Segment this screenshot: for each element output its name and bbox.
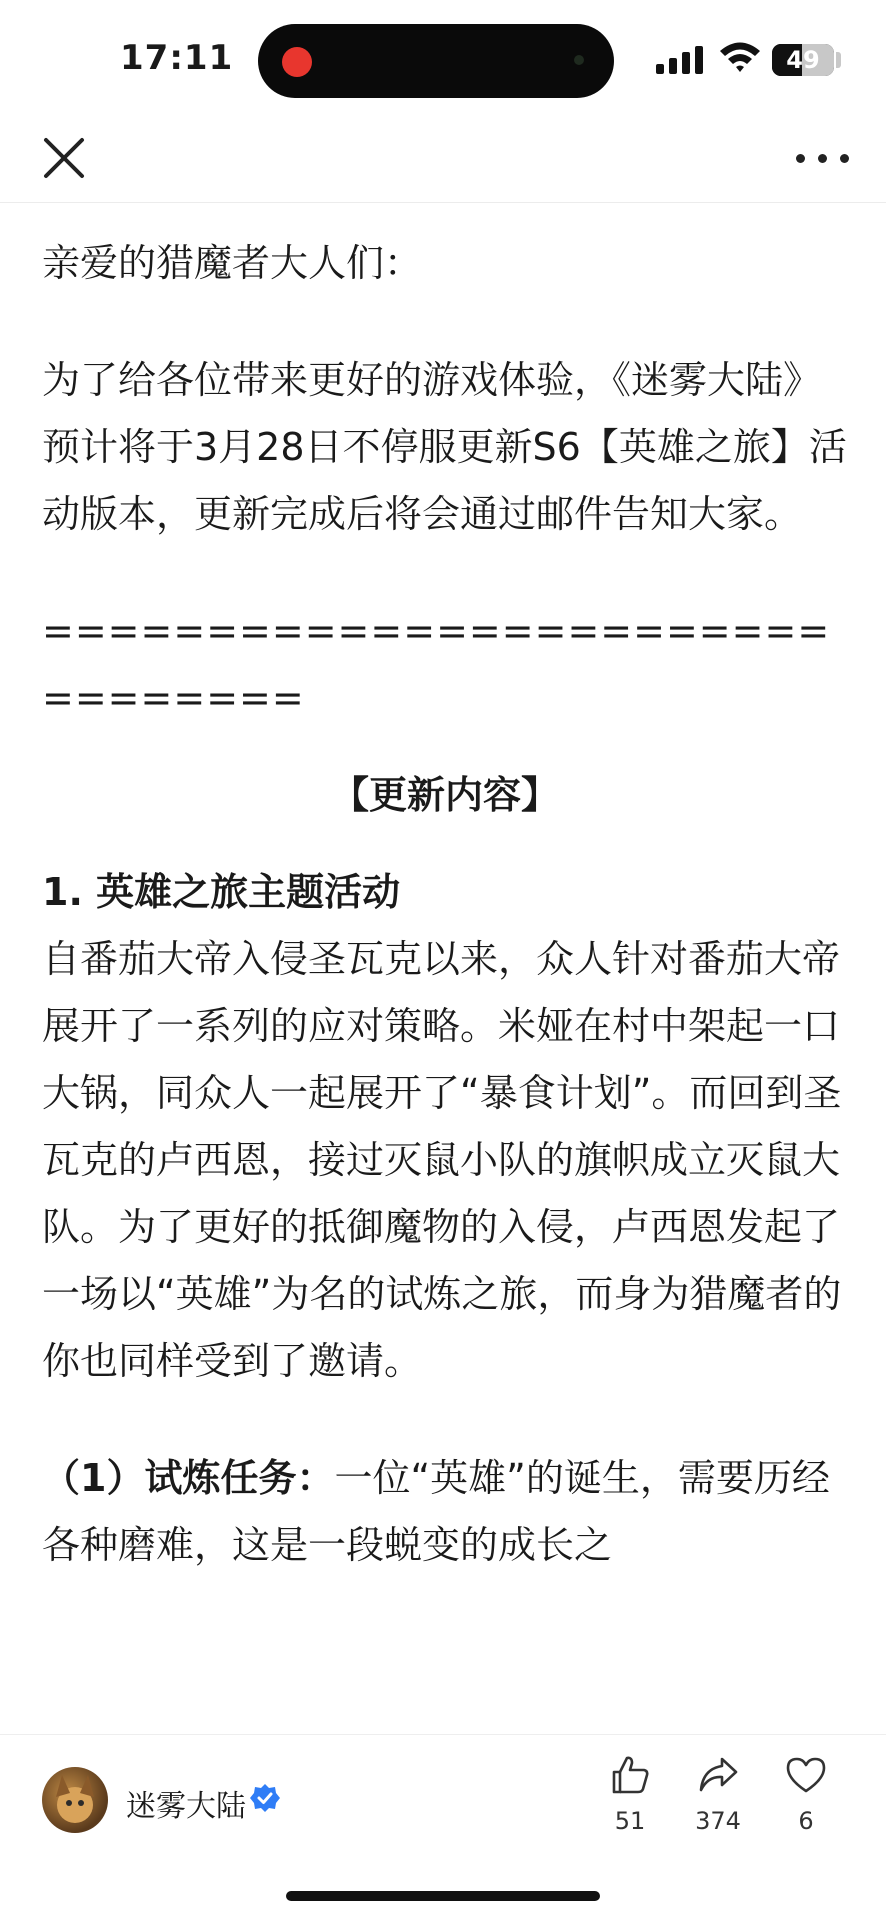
account-name[interactable]: 迷雾大陆	[126, 1789, 246, 1824]
more-dots-icon[interactable]	[796, 140, 850, 176]
share-button[interactable]	[678, 1753, 758, 1835]
heading-hero-journey: 1. 英雄之旅主题活动	[42, 870, 401, 914]
like-count: 51	[614, 1807, 646, 1835]
paragraph-trial-tasks	[42, 1445, 848, 1579]
paragraph-story: 自番茄大帝入侵圣瓦克以来，众人针对番茄大帝展开了一系列的应对策略。米娅在村中架起一口大锅，同众人一起展开了“暴食计划”。而回到圣瓦克的卢西恩，接过灭鼠小队的旗帜成立灭鼠大队。为了更好的抵御魔物的入侵，卢西恩发起了一场以“英雄”为名的试炼之旅，而身为猎魔者的你也同样受到了邀请。	[42, 937, 842, 1383]
wifi-icon	[718, 40, 762, 74]
favorite-count: 6	[798, 1807, 814, 1835]
heart-icon	[784, 1753, 828, 1797]
section-title: 【更新内容】	[330, 773, 559, 817]
share-count: 374	[695, 1807, 741, 1835]
status-time: 17:11	[120, 38, 234, 78]
share-arrow-icon	[696, 1753, 740, 1797]
thumbs-up-icon	[608, 1753, 652, 1797]
camera-dot-icon	[574, 55, 584, 65]
footer-action-bar	[0, 1734, 886, 1921]
trial-tasks-text: 一位“英雄”的诞生，需要历经各种磨难，这是一段蜕变的成长之	[42, 1456, 830, 1567]
trial-tasks-label: （1）试炼任务：	[42, 1456, 335, 1500]
battery-level: 49	[786, 46, 820, 74]
recording-indicator-icon	[282, 47, 312, 77]
dynamic-island	[258, 24, 614, 98]
nav-bar	[0, 120, 886, 203]
separator-line: ================================	[42, 609, 831, 720]
status-bar	[0, 0, 886, 120]
account-avatar[interactable]	[42, 1767, 108, 1833]
favorite-button[interactable]	[766, 1753, 846, 1835]
like-button[interactable]	[590, 1753, 670, 1835]
verified-badge-icon	[250, 1783, 280, 1813]
article-intro: 为了给各位带来更好的游戏体验，《迷雾大陆》预计将于3月28日不停服更新S6【英雄之旅】活动版本，更新完成后将会通过邮件告知大家。	[42, 358, 847, 536]
cellular-signal-icon	[656, 46, 704, 74]
close-icon[interactable]	[40, 134, 88, 182]
battery-icon	[772, 44, 834, 76]
battery-cap	[836, 52, 841, 68]
home-indicator[interactable]	[286, 1891, 600, 1901]
article-body	[42, 230, 848, 1579]
article-greeting: 亲爱的猎魔者大人们：	[42, 241, 423, 285]
